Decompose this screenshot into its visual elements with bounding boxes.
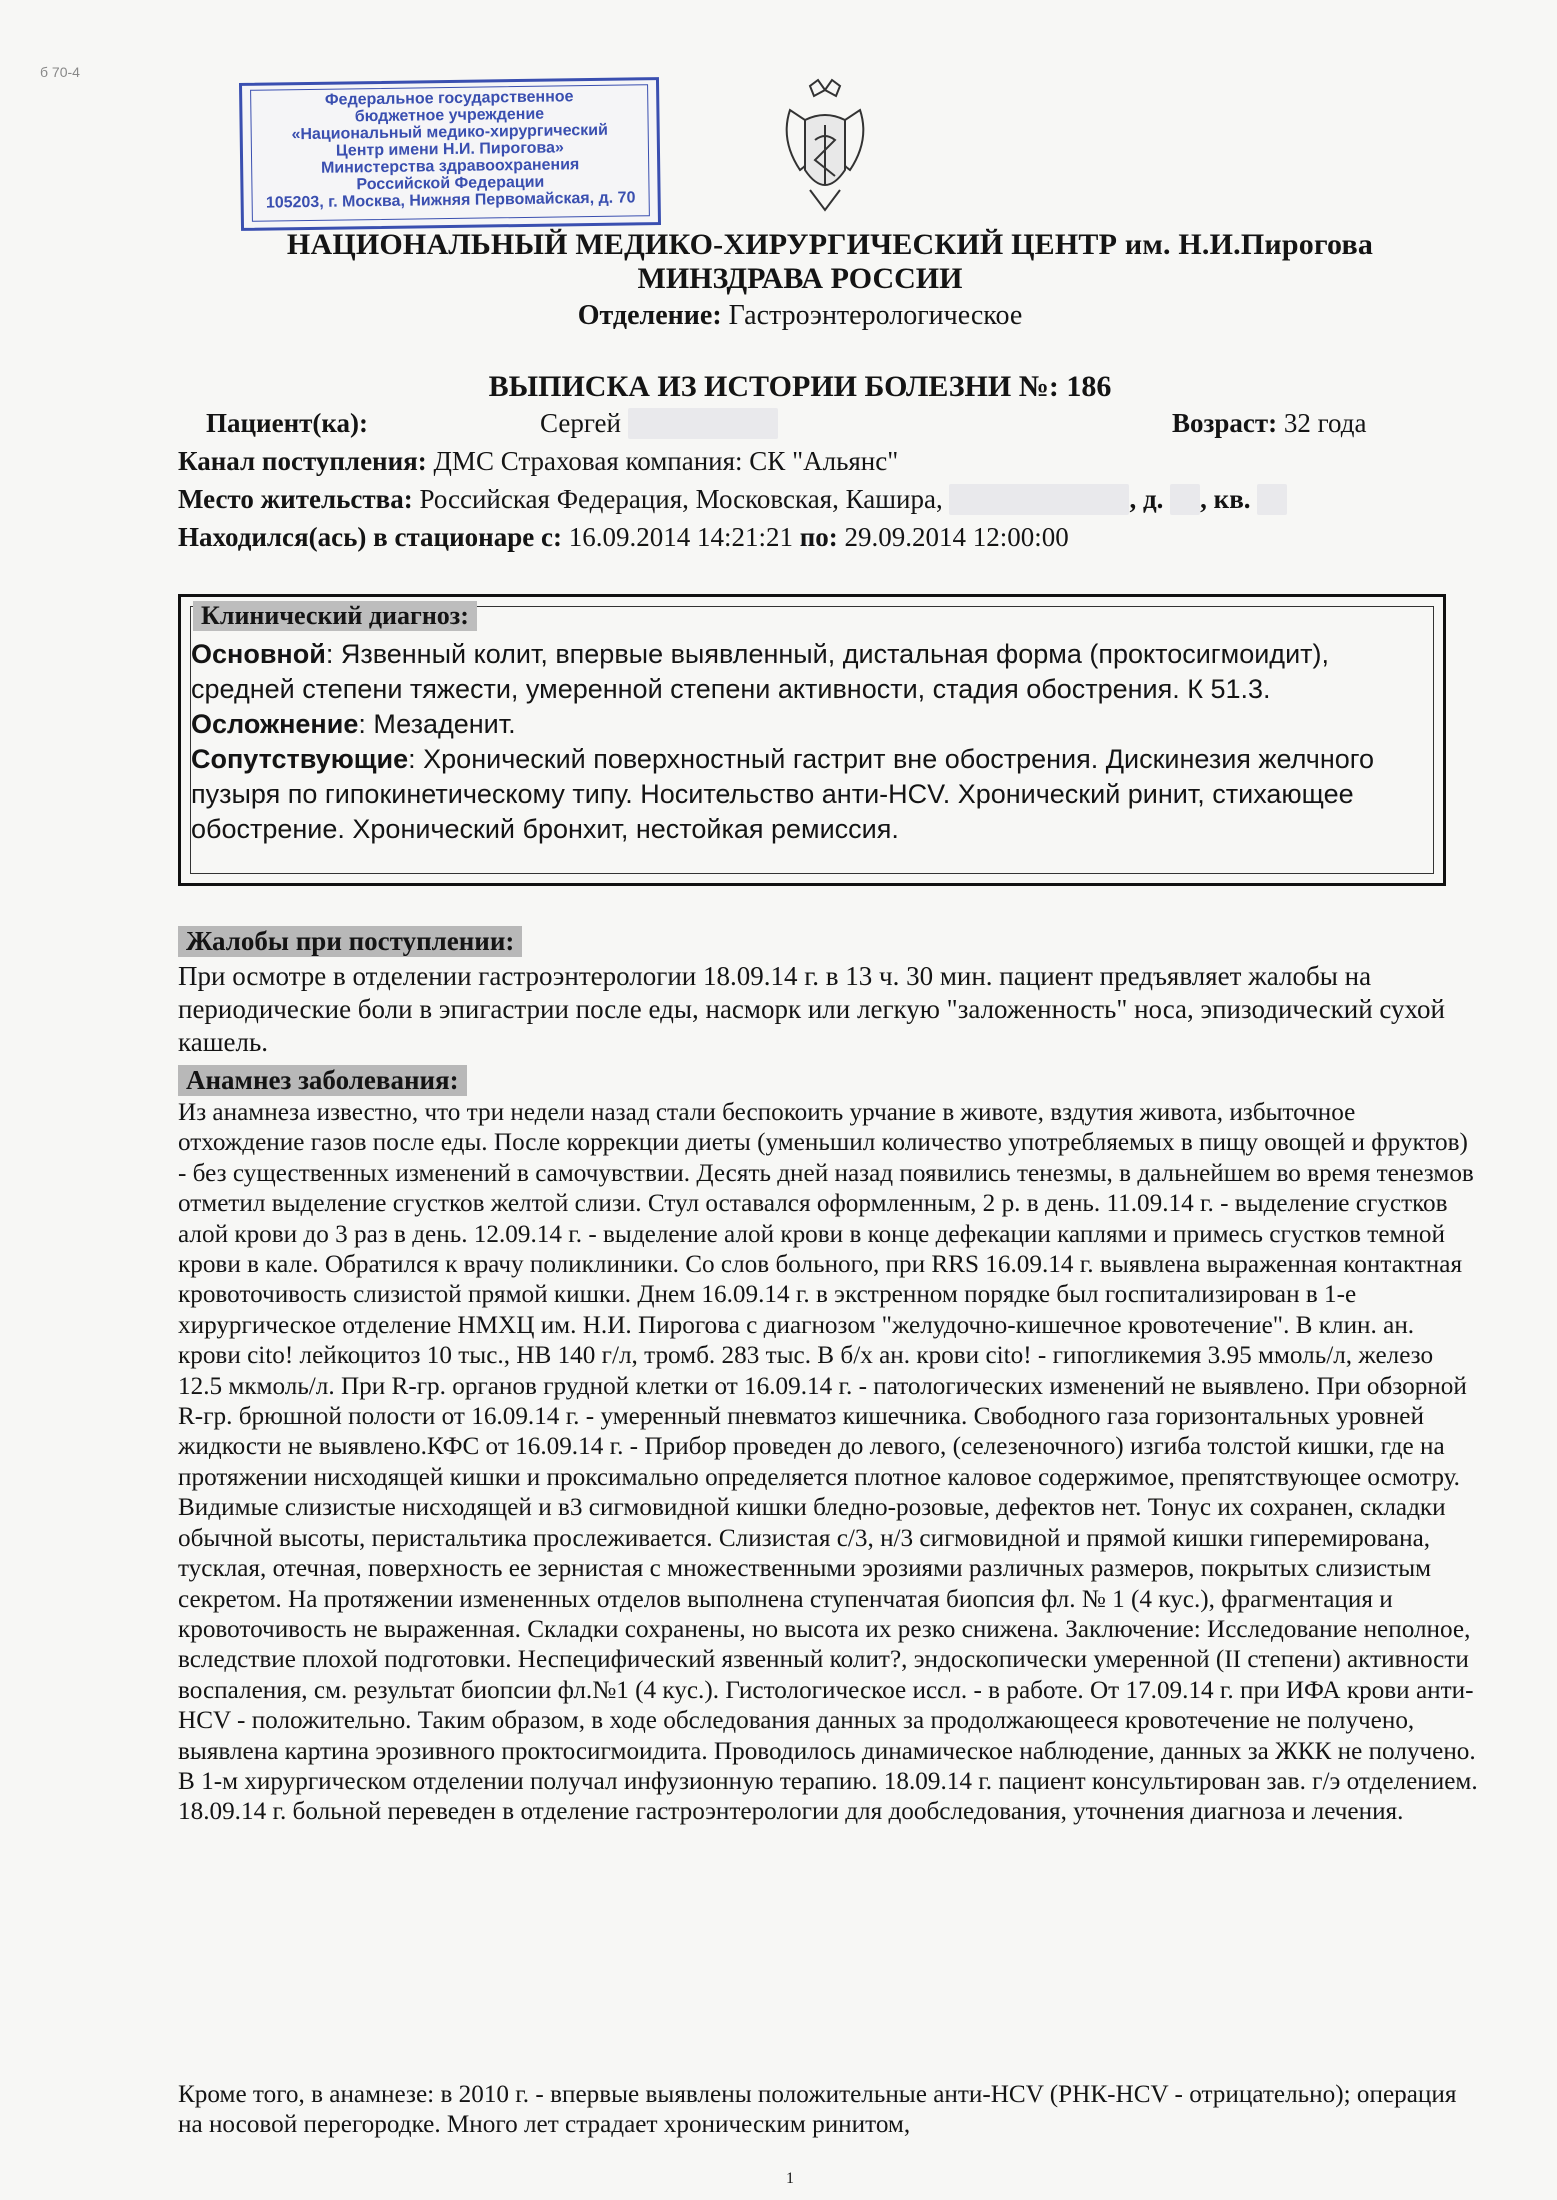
- department-line: [300, 300, 1300, 332]
- anamnesis-paragraph: Из анамнеза известно, что три недели назад стали беспокоить урчание в животе, вздутия живота, избыточное отхождение газов после еды. После коррекции диеты (уменьшил количество употребляемых в пищу овощей и фруктов) - без существенных изменений в самочувствии. Десять дней назад появились тенезмы, в дальнейшем во время тенезмов отметил выделение сгустков желтой слизи. Стул оставался оформленным, 2 р. в день. 11.09.14 г. - выделение сгустков алой крови до 3 раз в день. 12.09.14 г. - выделение алой крови в конце дефекации каплями и примесь сгустков темной крови в кале. Обратился к врачу поликлиники. Со слов больного, при RRS 16.09.14 г. выявлена выраженная контактная кровоточивость слизистой прямой кишки. Днем 16.09.14 г. в экстренном порядке был госпитализирован в 1-е хирургическое отделение НМХЦ им. Н.И. Пирогова с диагнозом "желудочно-кишечное кровотечение". В клин. ан. крови cito! лейкоцитоз 10 тыс., НВ 140 г/л, тромб. 283 тыс. В б/х ан. крови cito! - гипогликемия 3.95 ммоль/л, железо 12.5 мкмоль/л. При R-гр. органов грудной клетки от 16.09.14 г. - патологических изменений не выявлено. При обзорной R-гр. брюшной полости от 16.09.14 г. - умеренный пневматоз кишечника. Свободного газа горизонтальных уровней жидкости не выявлено.КФС от 16.09.14 г. - Прибор проведен до левого, (селезеночного) изгиба толстой кишки, где на протяжении нисходящей кишки и проксимально определяется плотное каловое содержимое, препятствующее осмотру. Видимые слизистые нисходящей и в3 сигмовидной кишки бледно-розовые, дефектов нет. Тонус их сохранен, складки обычной высоты, перистальтика прослеживается. Слизистая с/3, н/3 сигмовидной и прямой кишки гиперемирована, тусклая, отечная, поверхность ее зернистая с множественными эрозиями различных размеров, покрытых слизистым секретом. На протяжении измененных отделов выполнена ступенчатая биопсия фл. № 1 (4 кус.), фрагментация и кровоточивость не выраженная. Складки сохранены, но высота их резко снижена. Заключение: Исследование неполное, вследствие плохой подготовки. Неспецифический язвенный колит?, эндоскопически умеренной (II степени) активности воспаления, см. результат биопсии фл.№1 (4 кус.). Гистологическое иссл. - в работе. От 17.09.14 г. при ИФА крови анти-HCV - положительно. Таким образом, в ходе обследования данных за продолжающееся кровотечение не получено, выявлена картина эрозивного проктосигмоидита. Проводилось динамическое наблюдение, данных за ЖКК не получено. В 1-м хирургическом отделении получал инфузионную терапию. 18.09.14 г. пациент консультирован зав. г/э отделением. 18.09.14 г. больной переведен в отделение гастроэнтерологии для дообследования, уточнения диагноза и лечения.: [178, 1099, 1478, 1826]
- page-number: 1: [786, 2170, 794, 2187]
- house-label: , д.: [1129, 484, 1164, 514]
- patient-name: [540, 408, 778, 439]
- organization-name: НАЦИОНАЛЬНЫЙ МЕДИКО-ХИРУРГИЧЕСКИЙ ЦЕНТР им. Н.И.Пирогова: [286, 228, 1374, 261]
- stay-to: 29.09.2014 12:00:00: [844, 522, 1069, 552]
- stamp-line: Центр имени Н.И. Пирогова»: [335, 139, 565, 160]
- apartment-label: , кв.: [1200, 484, 1251, 514]
- department-label: Отделение:: [577, 300, 722, 331]
- channel-value: ДМС Страховая компания: СК "Альянс": [433, 446, 899, 476]
- age-line: [1172, 408, 1366, 439]
- concomitant-diagnoses: [191, 742, 1429, 847]
- concomitant-label: Сопутствующие: [191, 744, 409, 774]
- main-diagnosis: [191, 637, 1429, 707]
- residence-value: Российская Федерация, Московская, Кашира,: [419, 484, 943, 514]
- complication-label: Осложнение: [191, 709, 359, 739]
- complaints-text: [178, 960, 1478, 1059]
- admission-channel-line: [178, 446, 898, 477]
- anamnesis-paragraph-2: Кроме того, в анамнезе: в 2010 г. - впервые выявлены положительные анти-HCV (РНК-HCV - отрицательно); операция на носовой перегородке. Много лет страдает хроническим ринитом,: [178, 2081, 1457, 2139]
- stamp-line: Федеральное государственное: [324, 88, 574, 109]
- redacted-street: [949, 484, 1129, 515]
- stamp-line: Министерства здравоохранения: [320, 156, 580, 177]
- department-value: Гастроэнтерологическое: [728, 300, 1023, 331]
- age-value: 32 года: [1283, 408, 1367, 438]
- stay-label: Находился(ась) в стационаре с:: [178, 522, 562, 552]
- redacted-house: [1170, 484, 1200, 515]
- anamnesis-text-2: [178, 2080, 1478, 2141]
- residence-label: Место жительства:: [178, 484, 413, 514]
- stay-line: [178, 522, 1069, 553]
- diagnosis-heading: Клинический диагноз:: [193, 601, 477, 631]
- ministry-name: МИНЗДРАВА РОССИИ: [637, 262, 963, 295]
- stamp-line: Российской Федерации: [356, 173, 545, 194]
- scan-mark: б 70-4: [40, 64, 80, 80]
- patient-label: Пациент(ка):: [206, 408, 369, 438]
- residence-line: [178, 484, 1287, 515]
- complaints-paragraph: При осмотре в отделении гастроэнтерологии 18.09.14 г. в 13 ч. 30 мин. пациент предъявляет жалобы на периодические боли в эпигастрии после еды, насморк или легкую "заложенность" носа, эпизодический сухой кашель.: [178, 961, 1445, 1057]
- age-label: Возраст:: [1172, 408, 1278, 438]
- redacted-surname: [628, 408, 778, 439]
- stay-to-label: по:: [799, 522, 838, 552]
- stamp-line: 105203, г. Москва, Нижняя Первомайская, д. 70: [265, 189, 636, 212]
- diagnosis-body: [191, 637, 1429, 847]
- patient-line: [206, 408, 368, 439]
- clinical-diagnosis-box: [178, 594, 1446, 886]
- state-emblem-icon: [770, 70, 880, 220]
- concomitant-text: : Хронический поверхностный гастрит вне обострения. Дискинезия желчного пузыря по гипокинетическому типу. Носительство анти-HCV. Хронический ринит, стихающее обострение. Хронический бронхит, нестойкая ремиссия.: [191, 744, 1375, 844]
- document-title: ВЫПИСКА ИЗ ИСТОРИИ БОЛЕЗНИ №: 186: [488, 370, 1112, 403]
- redacted-apartment: [1257, 484, 1287, 515]
- anamnesis-text: [178, 1098, 1478, 1828]
- stamp-line: «Национальный медико-хирургический: [291, 121, 609, 144]
- stamp-line: бюджетное учреждение: [354, 105, 545, 126]
- main-diagnosis-text: : Язвенный колит, впервые выявленный, дистальная форма (проктосигмоидит), средней степени тяжести, умеренной степени активности, стадия обострения. К 51.3.: [191, 639, 1330, 704]
- channel-label: Канал поступления:: [178, 446, 427, 476]
- anamnesis-heading: Анамнез заболевания:: [178, 1065, 467, 1096]
- patient-first-name: Сергей: [540, 408, 621, 438]
- complication-text: : Мезаденит.: [358, 709, 516, 739]
- main-diagnosis-label: Основной: [191, 639, 326, 669]
- institution-stamp: [239, 77, 661, 231]
- stay-from: 16.09.2014 14:21:21: [568, 522, 793, 552]
- complication: [191, 707, 1429, 742]
- complaints-heading: Жалобы при поступлении:: [178, 926, 522, 957]
